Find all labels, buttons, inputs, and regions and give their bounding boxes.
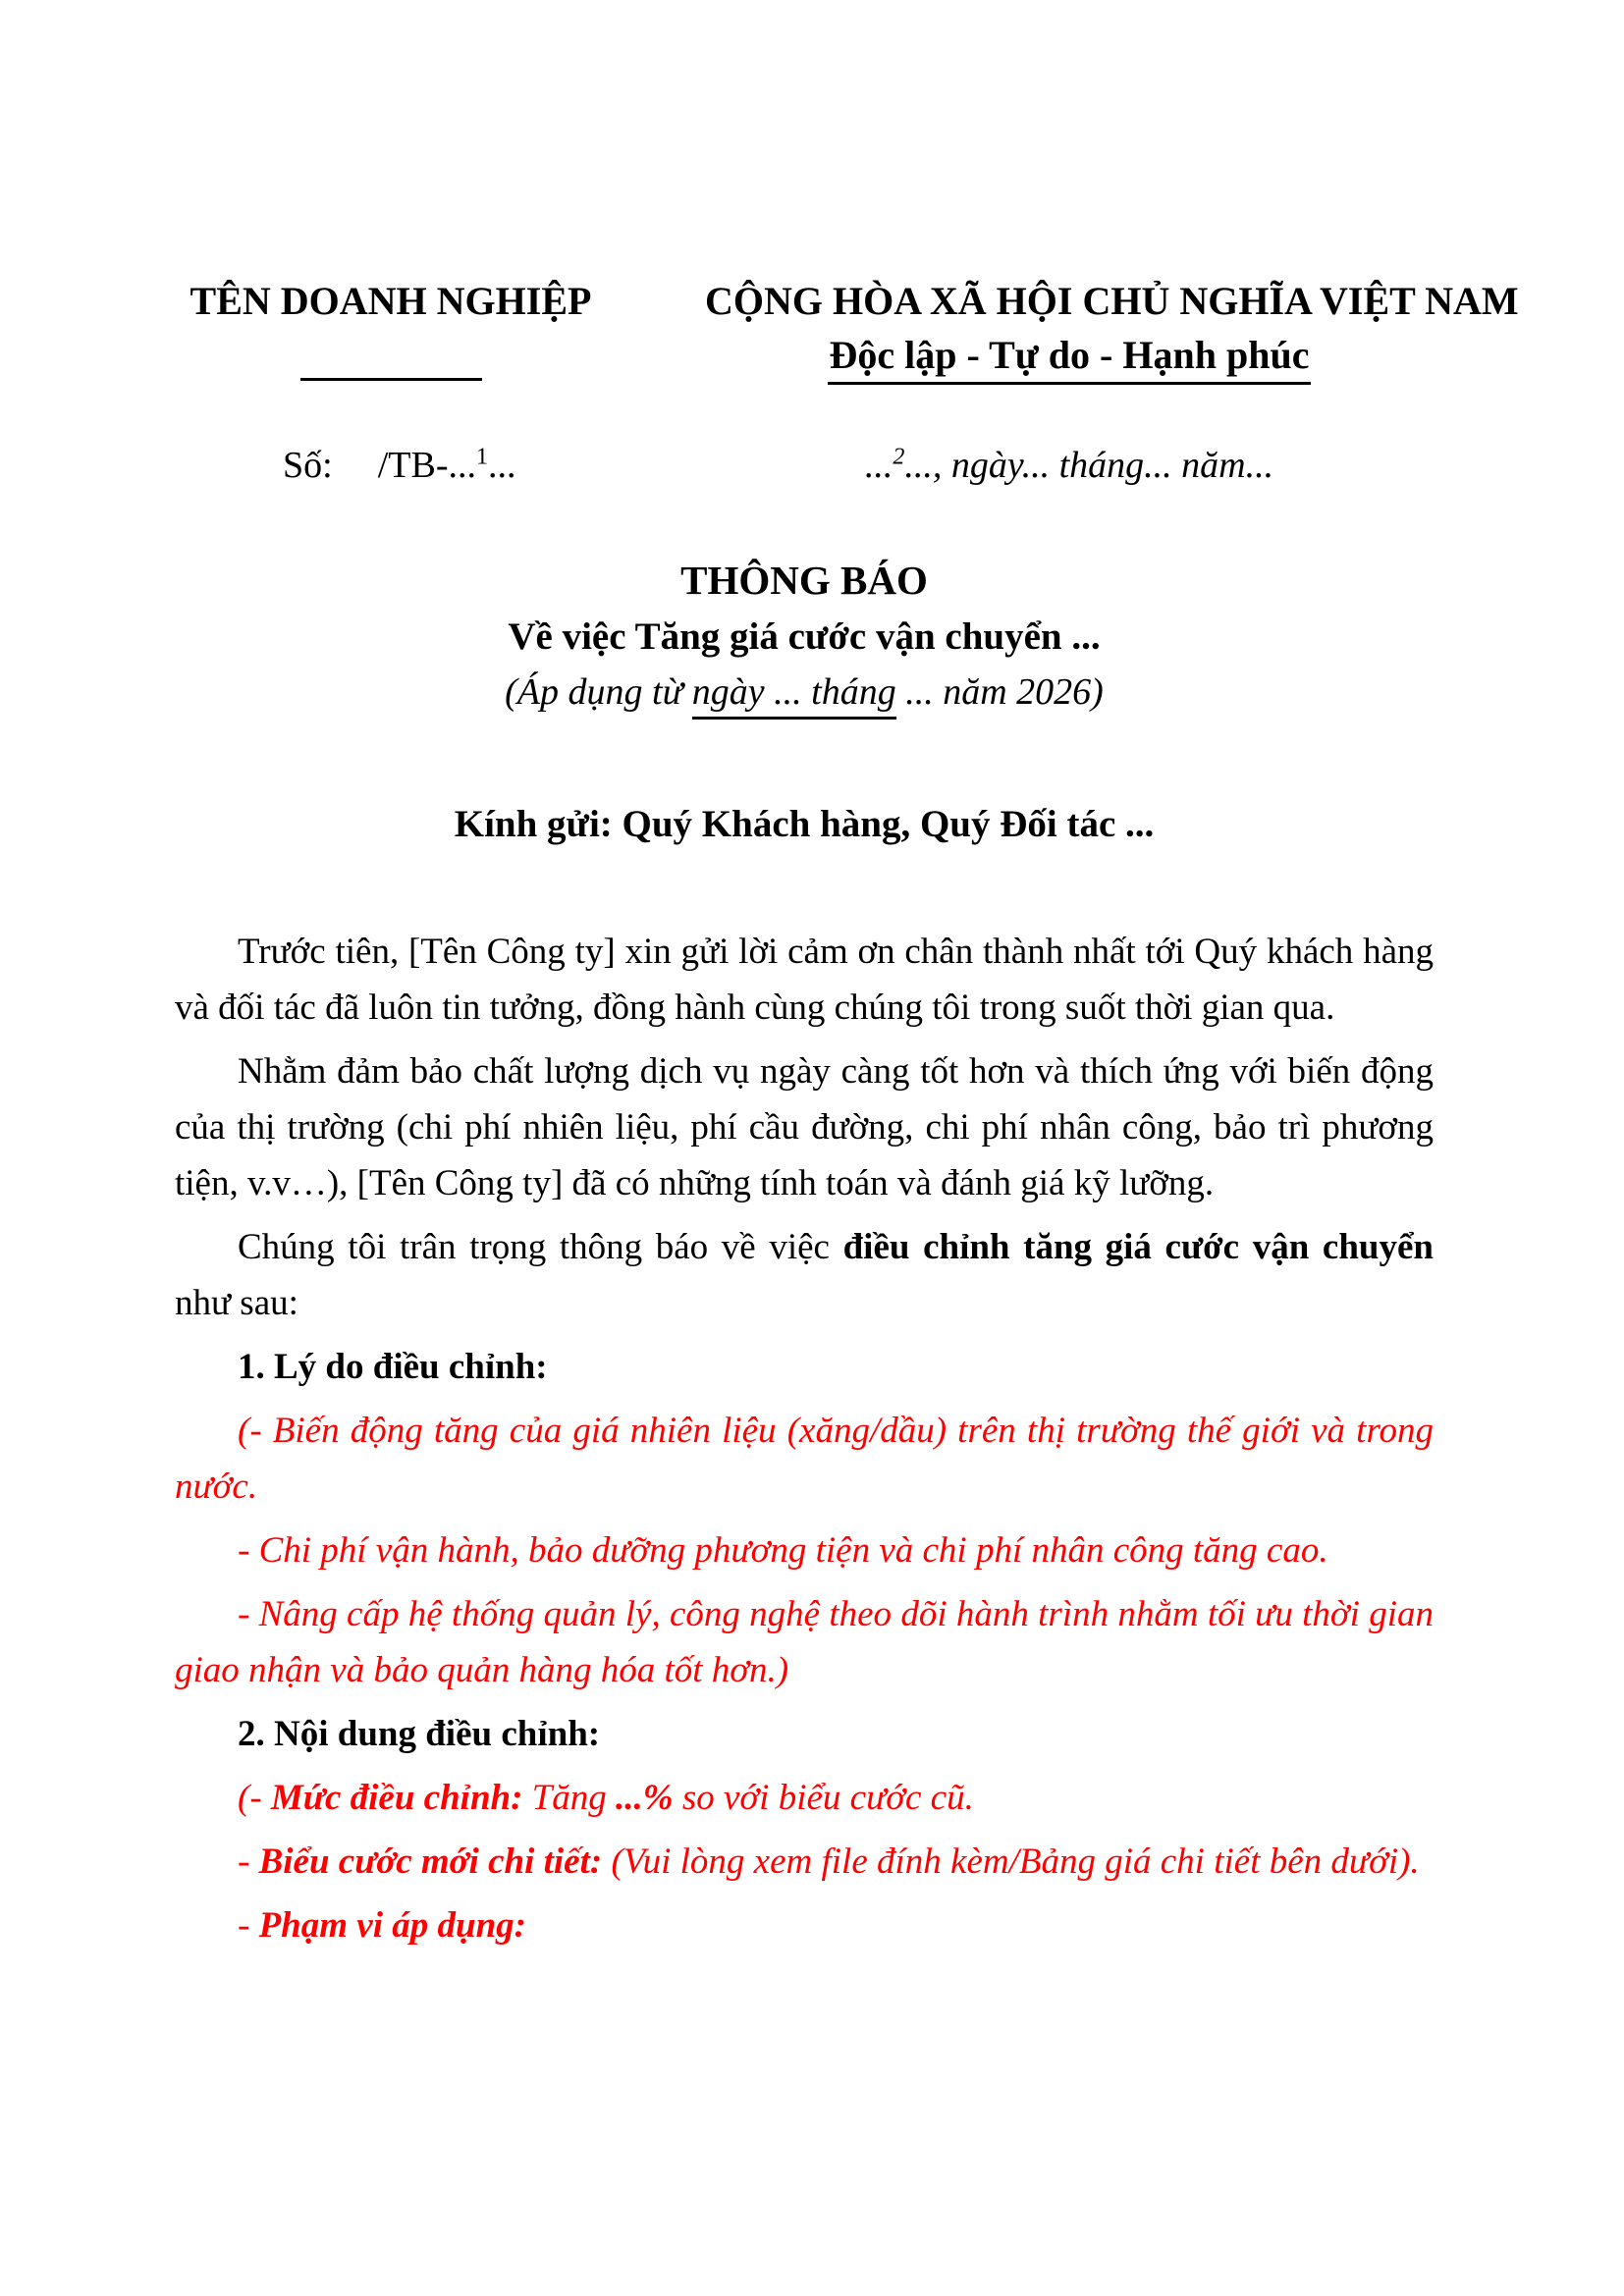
company-name-rule <box>300 378 482 381</box>
adjustment-percent: ...% <box>616 1778 674 1818</box>
apply-date-suffix: ... năm 2026) <box>895 671 1104 713</box>
apply-date-line <box>175 665 1434 721</box>
scope-prefix: - <box>238 1905 259 1946</box>
section-2-heading: 2. Nội dung điều chỉnh: <box>238 1714 601 1754</box>
document-number <box>175 441 607 490</box>
new-tariff-item <box>175 1834 1434 1890</box>
adjustment-label: Mức điều chỉnh: <box>270 1778 523 1818</box>
header-left-column <box>175 278 607 385</box>
place-date-line <box>705 441 1434 490</box>
salutation-line: Kính gửi: Quý Khách hàng, Quý Đối tác ... <box>454 803 1155 845</box>
document-subject: Về việc Tăng giá cước vận chuyển ... <box>508 615 1101 658</box>
section-1-heading: 1. Lý do điều chỉnh: <box>238 1347 548 1387</box>
apply-date-prefix: (Áp dụng từ <box>505 671 692 713</box>
new-tariff-prefix: - <box>238 1842 259 1882</box>
adjustment-rest: so với biểu cước cũ. <box>673 1778 974 1818</box>
company-name: TÊN DOANH NGHIỆP <box>189 279 592 323</box>
document-number-label: Số: <box>283 445 333 486</box>
apply-date-underlined: ngày ... tháng <box>692 673 896 720</box>
announcement-prefix: Chúng tôi trân trọng thông báo về việc <box>238 1227 843 1267</box>
document-content <box>175 278 1519 1961</box>
reason-item-1: (- Biến động tăng của giá nhiên liệu (xăng/dầu) trên thị trường thế giới và trong nước. <box>175 1411 1434 1507</box>
new-tariff-rest: (Vui lòng xem file đính kèm/Bảng giá chi tiết bên dưới). <box>602 1842 1420 1882</box>
national-title: CỘNG HÒA XÃ HỘI CHỦ NGHĨA VIỆT NAM <box>705 279 1519 323</box>
title-block <box>175 553 1434 852</box>
adjustment-mid: Tăng <box>522 1778 617 1818</box>
paragraph-intro: Trước tiên, [Tên Công ty] xin gửi lời cảm ơn chân thành nhất tới Quý khách hàng và đối tác đã luôn tin tưởng, đồng hành cùng chúng tôi trong suốt thời gian qua. <box>175 932 1434 1028</box>
announcement-suffix: như sau: <box>175 1283 298 1323</box>
announcement-emphasis: điều chỉnh tăng giá cước vận chuyển <box>842 1227 1434 1267</box>
document-header <box>175 278 1519 385</box>
new-tariff-label: Biểu cước mới chi tiết: <box>258 1842 603 1882</box>
scope-item <box>175 1897 1434 1953</box>
footnote-marker-2: 2 <box>893 444 905 470</box>
number-date-row <box>175 441 1434 490</box>
adjustment-level-item <box>175 1770 1434 1826</box>
footnote-marker-1: 1 <box>475 444 488 470</box>
place-placeholder: ... <box>864 445 893 486</box>
paragraph-announcement <box>175 1219 1434 1331</box>
reason-item-2: - Chi phí vận hành, bảo dưỡng phương tiện và chi phí nhân công tăng cao. <box>238 1530 1328 1571</box>
national-motto: Độc lập - Tự do - Hạnh phúc <box>828 333 1312 385</box>
reason-item-3: - Nâng cấp hệ thống quản lý, công nghệ theo dõi hành trình nhằm tối ưu thời gian giao nhận và bảo quản hàng hóa tốt hơn.) <box>175 1594 1434 1690</box>
header-right-column <box>705 278 1519 385</box>
document-number-tail: ... <box>487 445 516 486</box>
paragraph-context: Nhằm đảm bảo chất lượng dịch vụ ngày càng tốt hơn và thích ứng với biến động của thị trường (chi phí nhiên liệu, phí cầu đường, chi phí nhân công, bảo trì phương tiện, v.v…), [Tên Công ty] đã có những tính toán và đánh giá kỹ lưỡng. <box>175 1051 1434 1203</box>
document-title: THÔNG BÁO <box>680 558 928 603</box>
adjustment-prefix: (- <box>238 1778 271 1818</box>
document-number-value: /TB-... <box>377 445 476 486</box>
date-placeholder: ..., ngày... tháng... năm... <box>904 445 1274 486</box>
scope-label: Phạm vi áp dụng: <box>258 1905 526 1946</box>
